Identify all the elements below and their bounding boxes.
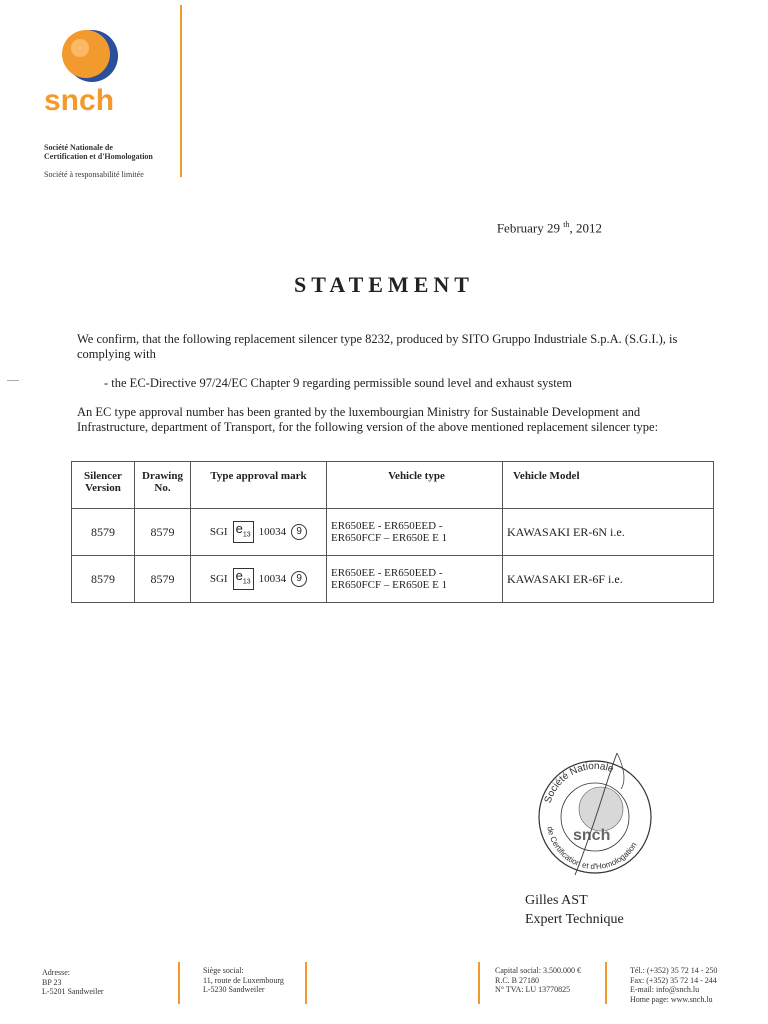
silencer-version-cell: 8579 (72, 509, 135, 556)
homepage-link[interactable]: Home page: www.snch.lu (630, 994, 713, 1004)
approval-table (71, 461, 714, 603)
svg-text:snch: snch (573, 827, 611, 844)
circled-nine-icon: 9 (291, 571, 307, 587)
approval-paragraph: An EC type approval number has been granted by the luxembourgian Ministry for Sustainable Development and Infrastructure, department of Transport, for the following version of the above mentioned replacement silencer type: (77, 405, 659, 434)
official-stamp (535, 745, 655, 885)
drawing-no-cell: 8579 (135, 556, 191, 603)
header-divider (180, 5, 182, 177)
company-name-line1: Société Nationale de (44, 143, 113, 152)
footer-address: Adresse: BP 23 L-5201 Sandweiler (42, 968, 104, 996)
header-vehicle-model: Vehicle Model (503, 462, 714, 509)
header-vehicle-type: Vehicle type (327, 462, 503, 509)
drawing-no-cell: 8579 (135, 509, 191, 556)
header-type-approval-mark: Type approval mark (191, 462, 327, 509)
snch-logo (40, 18, 130, 118)
company-form: Société à responsabilité limitée (44, 170, 144, 179)
footer-contact: Tél.: (+352) 35 72 14 - 250 Fax: (+352) 35 72 14 - 244 E-mail: info@snch.lu Home page: www.snch.lu (630, 966, 718, 1004)
vehicle-type-cell: ER650EE - ER650EED - ER650FCF – ER650E E 1 (327, 509, 503, 556)
footer-divider (305, 962, 307, 1004)
confirmation-paragraph: We confirm, that the following replacement silencer type 8232, produced by SITO Gruppo Industriale S.p.A. (S.G.I.), is complying with (77, 332, 678, 361)
table-header-row (72, 462, 714, 509)
directive-bullet: - the EC-Directive 97/24/EC Chapter 9 regarding permissible sound level and exhaust system (104, 376, 572, 390)
circled-nine-icon: 9 (291, 524, 307, 540)
signatory-role: Expert Technique (525, 912, 624, 927)
silencer-version-cell: 8579 (72, 556, 135, 603)
svg-text:Société Nationale: Société Nationale (542, 760, 616, 805)
vehicle-model-cell: KAWASAKI ER-6N i.e. (503, 509, 714, 556)
table-row (72, 509, 714, 556)
approval-mark-cell: SGI $e_{13}$ 10034 9 (191, 509, 327, 556)
page-title: STATEMENT (294, 272, 474, 297)
footer-divider (478, 962, 480, 1004)
document-date: February 29 $^{th}$, 2012 (496, 220, 602, 236)
vehicle-type-cell: ER650EE - ER650EED - ER650FCF – ER650E E 1 (327, 556, 503, 603)
header-drawing-no: Drawing No. (135, 462, 191, 509)
header-silencer-version: Silencer Version (72, 462, 135, 509)
logo-text: snch (44, 84, 115, 117)
e-mark-icon: $e_{13}$ (233, 568, 254, 591)
footer-divider (178, 962, 180, 1004)
company-name-line2: Certification et d'Homologation (44, 152, 153, 161)
margin-mark (7, 380, 19, 381)
svg-text:de Certification et d'Homologa: de Certification et d'Homologation (545, 825, 639, 872)
footer-divider (605, 962, 607, 1004)
table-row (72, 556, 714, 603)
email-link[interactable]: E-mail: info@snch.lu (630, 985, 700, 994)
footer-capital: Capital social: 3.500.000 € R.C. B 27180 N° TVA: LU 13770825 (495, 966, 581, 994)
approval-mark-cell: SGI $e_{13}$ 10034 9 (191, 556, 327, 603)
signatory-name: Gilles AST (525, 893, 588, 908)
footer-registered-seat: Siège social: 11, route de Luxembourg L-5230 Sandweiler (203, 966, 284, 994)
vehicle-model-cell: KAWASAKI ER-6F i.e. (503, 556, 714, 603)
e-mark-icon: $e_{13}$ (233, 521, 254, 544)
